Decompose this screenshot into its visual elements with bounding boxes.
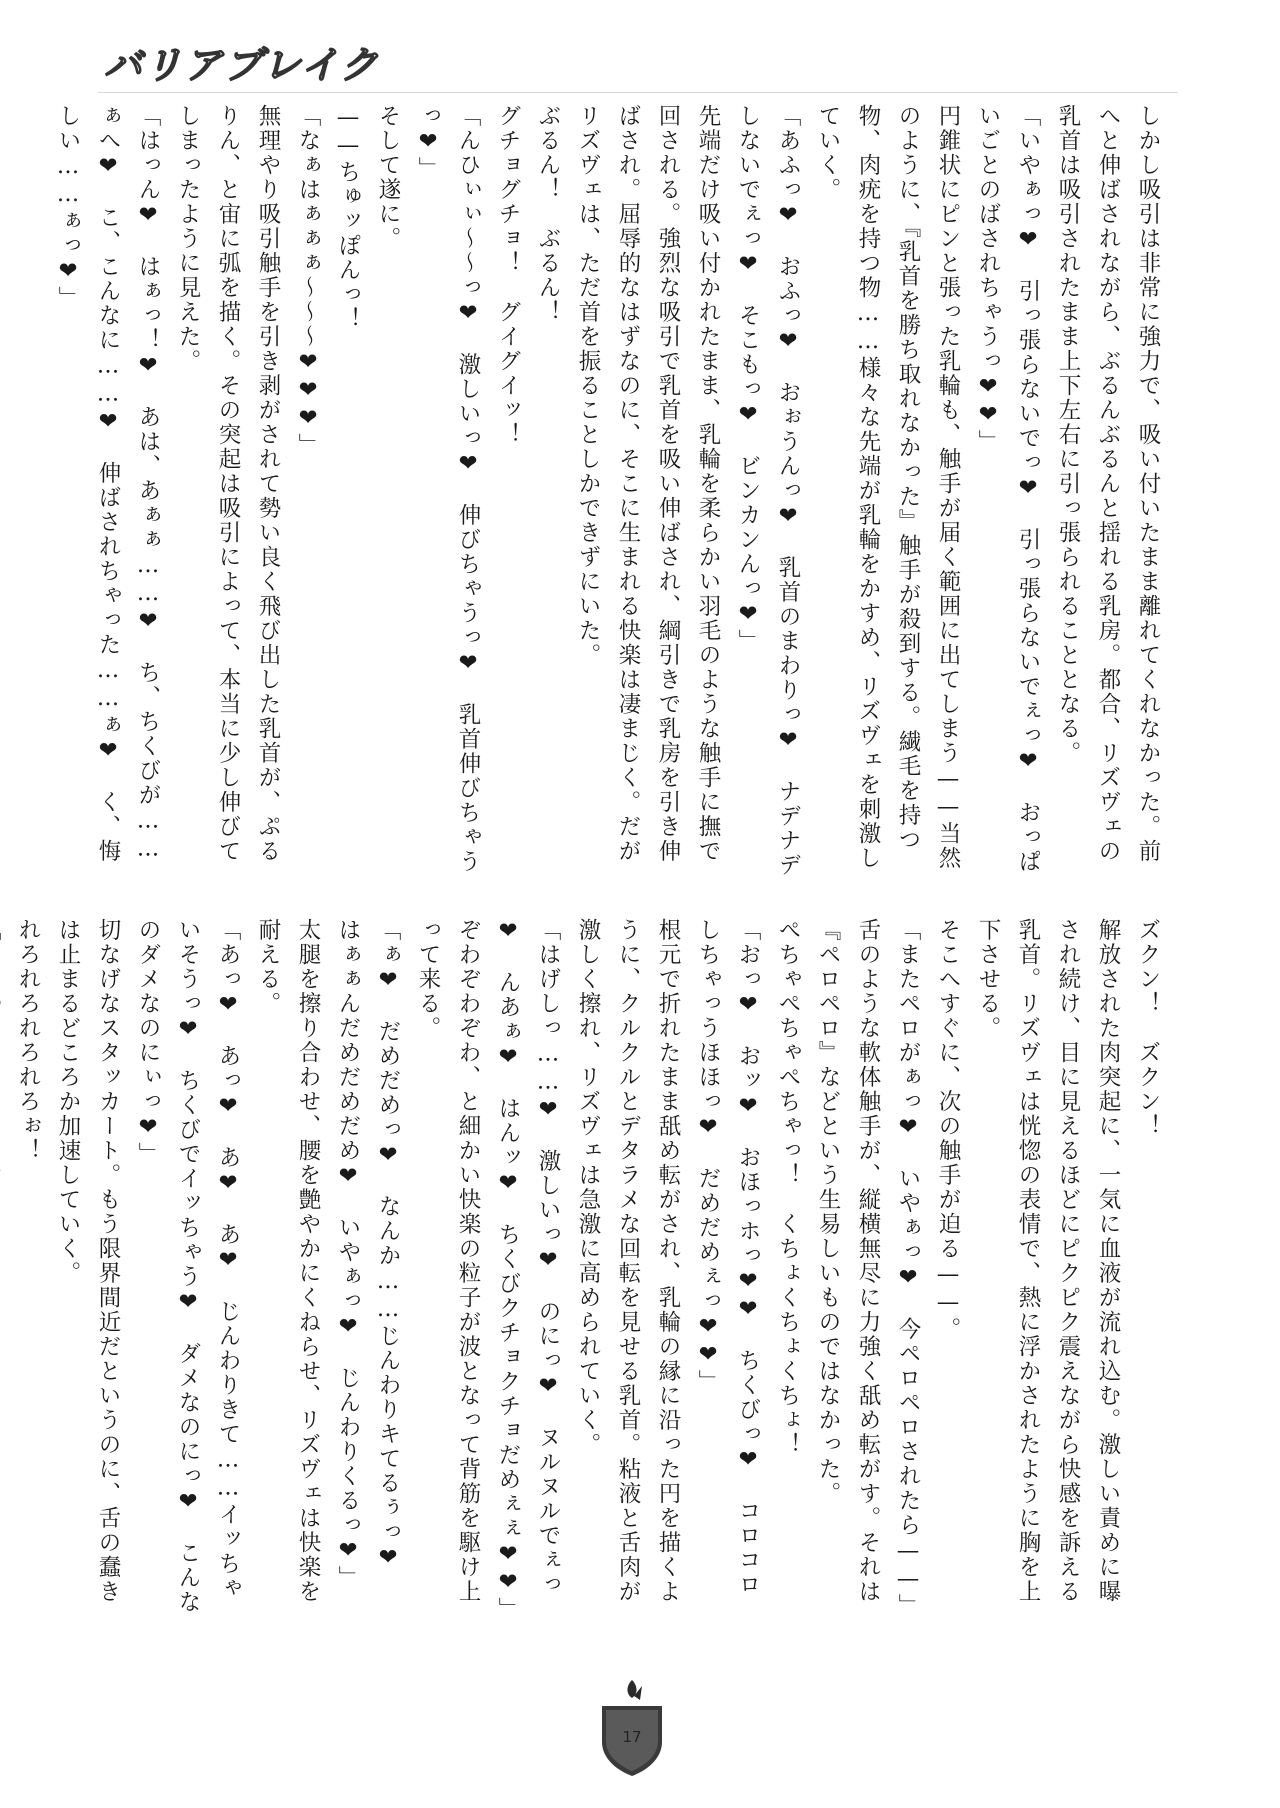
paragraph: グチョグチョ！ グイグイッ！ [495, 104, 521, 447]
page-number: 17 [622, 1728, 642, 1746]
paragraph: れろれろれろれろぉ！ [15, 918, 41, 1163]
paragraph: 解放された肉突起に、一気に血液が流れ込む。激しい責めに曝され続け、目に見えるほどにピクピク震えながら快感を訴える乳首。リズヴェは恍惚の表情で、熱に浮かされたように胸を上下させる。 [975, 918, 1121, 1604]
paragraph: 「なぁはぁぁぁ〜〜〜❤❤❤」 [295, 104, 321, 458]
paragraph: 先端だけ吸い付かれたまま、乳輪を柔らかい羽毛のような触手に撫で回される。強烈な吸引で乳首を吸い伸ばされ、綱引きで乳房を引き伸ばされ。屈辱的なはずなのに、そこに生まれる快楽は凄まじく。だがリズヴェは、ただ首を振ることしかできずにいた。 [575, 104, 721, 864]
paragraph: ぶるん！ ぶるん！ [535, 104, 561, 325]
paragraph: しかし吸引は非常に強力で、吸い付いたまま離れてくれなかった。前へと伸ばされながら、ぶるんぶるんと揺れる乳房。都合、リズヴェの乳首は吸引されたまま上下左右に引っ張られることとなる。 [1055, 104, 1161, 864]
paragraph: 「あっ❤ あっ❤ あ❤ あ❤ じんわりきて……イッちゃいそうっ❤ ちくびでイッちゃう❤ ダメなのにっ❤ こんなのダメなのにぃっ❤」 [135, 918, 241, 1615]
paragraph: 「いやぁっ❤ 引っ張らないでっ❤ 引っ張らないでぇっ❤ おっぱいごとのばされちゃうっ❤❤」 [975, 104, 1041, 874]
header-rule [98, 92, 1178, 93]
paragraph: 円錐状にピンと張った乳輪も、触手が届く範囲に出てしまう——当然のように、『乳首を勝ち取れなかった』触手が殺到する。繊毛を持つ物、肉疣を持つ物……様々な先端が乳輪をかすめ、リズヴェを刺激していく。 [815, 104, 961, 871]
paragraph: ぞわぞわぞわ、と細かい快楽の粒子が波となって背筋を駆け上って来る。 [415, 918, 481, 1604]
paragraph: 「あふっ❤ おふっ❤ おぉうんっ❤ 乳首のまわりっ❤ ナデナデしないでぇっ❤ そこもっ❤ ビンカンんっ❤」 [735, 104, 801, 878]
paragraph: 根元で折れたまま舐め転がされ、乳輪の縁に沿った円を描くように、クルクルとデタラメな回転を見せる乳首。粘液と舌肉が激しく擦れ、リズヴェは急激に高められていく。 [575, 918, 681, 1604]
paragraph: ——ちゅッぽんっ！ [335, 104, 361, 332]
text-block-top [55, 104, 1168, 884]
text-block-bottom [15, 918, 1168, 1622]
title-logo-text: バリアブレイク [104, 45, 380, 87]
paragraph: 「おっ❤ おッ❤ おほっホっ❤❤ ちくびっ❤ コロコロしちゃっうほほっ❤ だめだめぇっ❤❤」 [695, 918, 761, 1597]
paragraph: ズクン！ ズクン！ [1135, 918, 1161, 1139]
paragraph: 「またペロがぁっ❤ いやぁっ❤ 今ペロペロされたら——」 [895, 918, 921, 1618]
paragraph: 「はっん❤ はぁっ！❤ あは、あぁぁ……❤ ち、ちくびが……ぁへ❤ こ、こんなに……❤ 伸ばされちゃった……ぁ❤ く、悔しい……ぁっ❤」 [55, 104, 161, 864]
paragraph: 「んひぃぃ〜〜っ❤ 激しいっ❤ 伸びちゃうっ❤ 乳首伸びちゃうっ❤」 [415, 104, 481, 874]
paragraph: 切なげなスタッカート。もう限界間近だというのに、舌の蠢きは止まるどころか加速していく。 [55, 918, 121, 1604]
paragraph: そこへすぐに、次の触手が迫る——。 [935, 918, 961, 1342]
title-logo [100, 40, 390, 86]
paragraph: 太腿を擦り合わせ、腰を艶やかにくねらせ、リズヴェは快楽を耐える。 [255, 918, 321, 1604]
paragraph: 舌のような軟体触手が、縦横無尽に力強く舐め転がす。それは『ペロペロ』などという生易しいものではなかった。 [815, 918, 881, 1604]
paragraph [0, 918, 8, 1618]
paragraph: そして遂に。 [375, 104, 401, 251]
paragraph: 「はげしっ……❤ 激しいっ❤ のにっ❤ ヌルヌルでぇっ❤ んあぁ❤ はんッ❤ ちくびクチョクチョだめぇぇ❤❤」 [495, 918, 561, 1622]
paragraph: ぺちゃぺちゃぺちゃっ！ くちょくちょくちょ！ [775, 918, 801, 1457]
paragraph: 無理やり吸引触手を引き剥がされて勢い良く飛び出した乳首が、ぷるりん、と宙に弧を描く。その突起は吸引によって、本当に少し伸びてしまったように見えた。 [175, 104, 281, 864]
paragraph: 「ぁ❤ だめだめっ❤ なんか……じんわりキてるぅっ❤ はぁぁんだめだめだめ❤ いやぁっ❤ じんわりくるっ❤」 [335, 918, 401, 1597]
